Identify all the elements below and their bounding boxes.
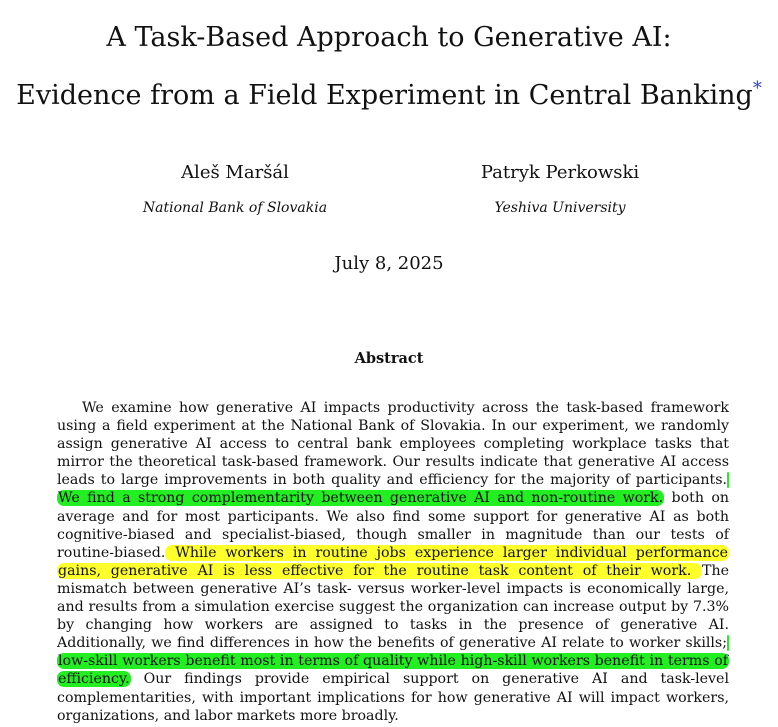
author-1-affiliation: National Bank of Slovakia [142, 200, 328, 216]
author-2-name: Patryk Perkowski [480, 162, 640, 183]
highlight-yellow-routine-jobs: While workers in routine jobs experience larger individual performance gains, generative AI is less effective for the routine task content of their work. [58, 544, 728, 579]
author-2-affiliation: Yeshiva University [494, 200, 626, 216]
paper-title-line-2 [0, 80, 778, 111]
abstract-heading: Abstract [354, 350, 424, 367]
highlight-green-skill-benefits: low-skill workers benefit most in terms of quality while high-skill workers benefit in terms of efficiency. [57, 635, 729, 687]
paper-title-line-1: A Task-Based Approach to Generative AI: [106, 22, 672, 53]
abstract-text-part-3: The mismatch between generative AI’s task- versus worker-level impacts is economically large, and results from a simulation exercise suggest the organization can increase output by 7.3% by changing how workers are assigned to tasks in the presence of generative AI. Additionally, we find differences in how the benefits of generative AI relate to worker skills; [57, 562, 729, 652]
highlight-green-complementarity: We find a strong complementarity between generative AI and non-routine work. [57, 472, 729, 506]
abstract-text-part-1: We examine how generative AI impacts productivity across the task-based framework using a field experiment at the National Bank of Slovakia. In our experiment, we randomly assign generative AI access to central bank employees completing workplace tasks that mirror the theoretical task-based framework. Our results indicate that generative AI access leads to large improvements in both quality and efficiency for the majority of participants. [57, 400, 729, 489]
paper-title-line-2-text: Evidence from a Field Experiment in Central Banking [16, 80, 753, 111]
abstract-text-part-4: Our findings provide empirical support on generative AI and task-level complementarities, with important implications for how generative AI will impact workers, organizations, and labor markets more broadly. [57, 671, 729, 724]
author-1-name: Aleš Maršál [181, 162, 289, 183]
abstract-text-part-2: both on average and for most participants. We also find some support for generative AI as both cognitive-biased and specialist-biased, though smaller in magnitude than our tests of routine-biased. [57, 490, 729, 561]
publication-date: July 8, 2025 [334, 253, 444, 274]
title-footnote-link[interactable]: * [752, 78, 762, 99]
abstract-body [57, 399, 729, 725]
